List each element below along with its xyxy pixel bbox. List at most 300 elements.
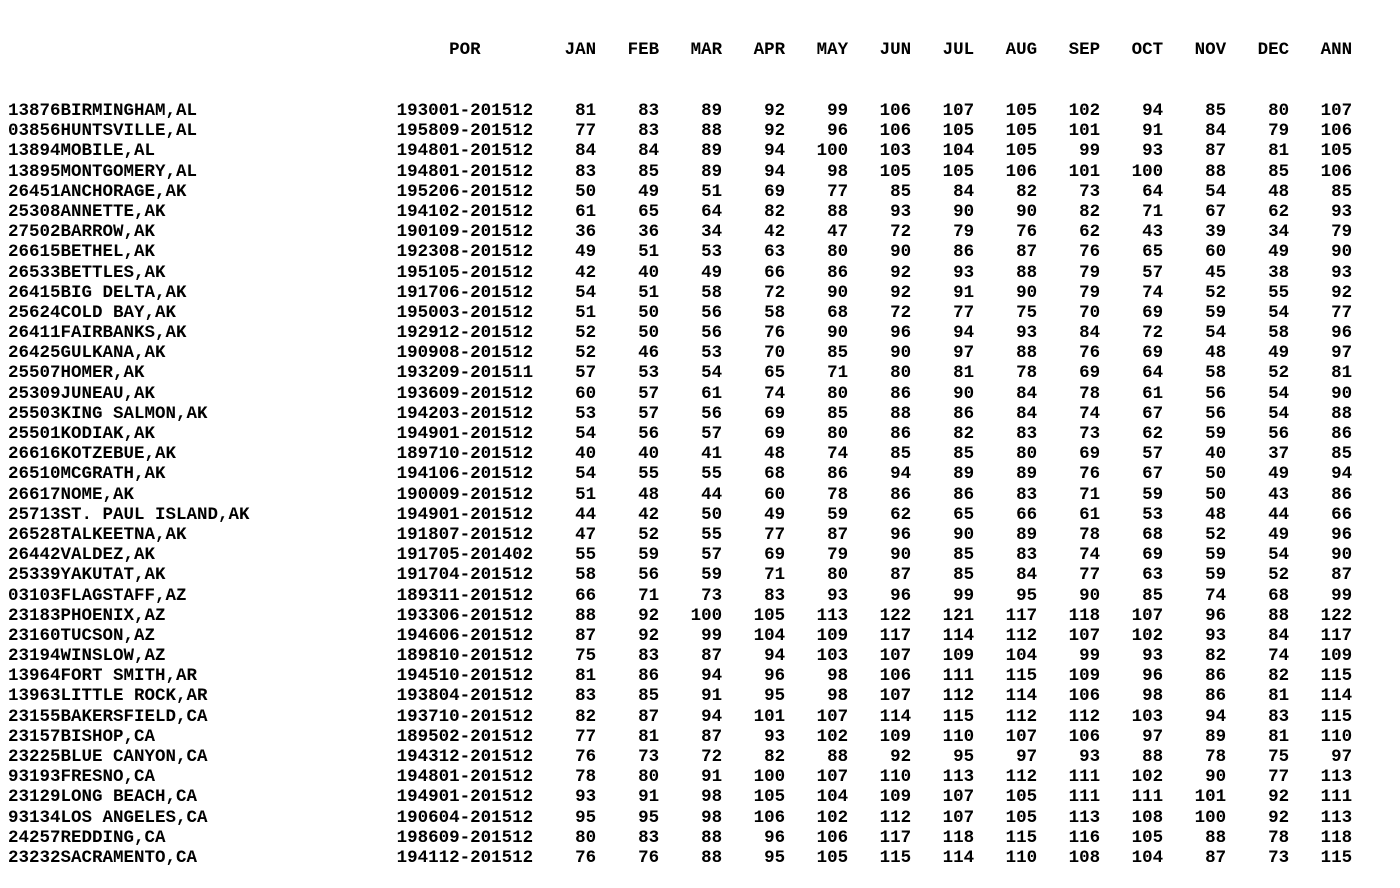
month-value-cell: 117: [879, 827, 912, 848]
month-value-cell: 85: [953, 565, 975, 586]
month-value-cell: 71: [1142, 201, 1164, 222]
month-value-cell: 96: [890, 585, 912, 606]
table-row: [8, 686, 1400, 706]
month-value-cell: 82: [1268, 666, 1290, 687]
month-value-cell: 80: [1268, 101, 1290, 121]
column-header-oct: OCT: [1131, 40, 1164, 61]
month-value-cell: 115: [942, 706, 975, 727]
month-value-cell: 99: [827, 101, 849, 121]
month-value-cell: 99: [1331, 585, 1353, 606]
month-value-cell: 43: [1268, 484, 1290, 505]
month-value-cell: 62: [1142, 424, 1164, 444]
month-value-cell: 122: [879, 605, 912, 626]
month-value-cell: 84: [1016, 383, 1038, 404]
month-value-cell: 48: [764, 444, 786, 465]
month-value-cell: 54: [1268, 383, 1290, 404]
table-row: [8, 222, 1400, 242]
month-value-cell: 88: [890, 403, 912, 424]
month-value-cell: 71: [638, 585, 660, 606]
month-value-cell: 63: [764, 242, 786, 263]
month-value-cell: 110: [879, 767, 912, 788]
month-value-cell: 92: [764, 121, 786, 142]
por-cell: 194312-201512: [396, 747, 534, 767]
month-value-cell: 115: [1005, 827, 1038, 848]
month-value-cell: 103: [1131, 706, 1164, 727]
month-value-cell: 100: [816, 141, 849, 162]
station-cell: 26616KOTZEBUE,AK: [8, 444, 177, 465]
table-row: [8, 808, 1400, 828]
month-value-cell: 62: [1079, 222, 1101, 243]
month-value-cell: 87: [701, 726, 723, 747]
month-value-cell: 99: [701, 625, 723, 646]
table-row: [8, 707, 1400, 727]
month-value-cell: 105: [753, 787, 786, 808]
table-row: [8, 606, 1400, 626]
month-value-cell: 56: [701, 403, 723, 424]
por-cell: 191705-201402: [396, 545, 534, 566]
month-value-cell: 68: [764, 464, 786, 485]
month-value-cell: 90: [1205, 767, 1227, 788]
month-value-cell: 106: [879, 121, 912, 142]
month-value-cell: 78: [1205, 747, 1227, 767]
month-value-cell: 34: [1268, 222, 1290, 243]
por-cell: 194510-201512: [396, 666, 534, 687]
table-row: [8, 828, 1400, 848]
month-value-cell: 98: [701, 787, 723, 808]
column-header-dec: DEC: [1257, 40, 1290, 61]
month-value-cell: 96: [764, 827, 786, 848]
month-value-cell: 77: [1079, 565, 1101, 586]
por-cell: 194606-201512: [396, 625, 534, 646]
station-cell: 26615BETHEL,AK: [8, 242, 156, 263]
month-value-cell: 112: [1005, 767, 1038, 788]
month-value-cell: 55: [638, 464, 660, 485]
station-cell: 23183PHOENIX,AZ: [8, 605, 166, 626]
por-cell: 198609-201512: [396, 827, 534, 848]
month-value-cell: 65: [1142, 242, 1164, 263]
table-row: [8, 545, 1400, 565]
month-value-cell: 53: [638, 363, 660, 384]
month-value-cell: 80: [827, 424, 849, 444]
month-value-cell: 94: [764, 161, 786, 182]
month-value-cell: 59: [1205, 565, 1227, 586]
month-value-cell: 79: [1079, 282, 1101, 303]
month-value-cell: 93: [827, 585, 849, 606]
month-value-cell: 85: [827, 403, 849, 424]
month-value-cell: 90: [953, 201, 975, 222]
table-row: [8, 565, 1400, 585]
month-value-cell: 87: [890, 565, 912, 586]
month-value-cell: 122: [1320, 605, 1353, 626]
table-row: [8, 747, 1400, 767]
month-value-cell: 96: [764, 666, 786, 687]
month-value-cell: 76: [1079, 464, 1101, 485]
month-value-cell: 99: [1079, 646, 1101, 667]
month-value-cell: 92: [1268, 807, 1290, 828]
month-value-cell: 104: [1005, 646, 1038, 667]
month-value-cell: 94: [764, 141, 786, 162]
month-value-cell: 86: [1205, 686, 1227, 707]
station-cell: 23225BLUE CANYON,CA: [8, 747, 208, 767]
month-value-cell: 40: [1205, 444, 1227, 465]
month-value-cell: 38: [1268, 262, 1290, 283]
month-value-cell: 54: [1205, 323, 1227, 344]
month-value-cell: 107: [1131, 605, 1164, 626]
month-value-cell: 86: [953, 403, 975, 424]
month-value-cell: 79: [1268, 121, 1290, 142]
month-value-cell: 59: [1205, 302, 1227, 323]
station-cell: 03103FLAGSTAFF,AZ: [8, 585, 187, 606]
month-value-cell: 101: [753, 706, 786, 727]
month-value-cell: 57: [1142, 444, 1164, 465]
month-value-cell: 44: [1268, 504, 1290, 525]
month-value-cell: 96: [890, 524, 912, 545]
month-value-cell: 81: [1268, 686, 1290, 707]
table-row: [8, 141, 1400, 161]
month-value-cell: 89: [701, 161, 723, 182]
month-value-cell: 46: [638, 343, 660, 364]
column-header-ann: ANN: [1320, 40, 1353, 61]
month-value-cell: 86: [953, 242, 975, 263]
table-row: [8, 787, 1400, 807]
month-value-cell: 112: [942, 686, 975, 707]
month-value-cell: 105: [1005, 121, 1038, 142]
month-value-cell: 72: [764, 282, 786, 303]
month-value-cell: 56: [1205, 383, 1227, 404]
month-value-cell: 82: [575, 706, 597, 727]
station-cell: 26510MCGRATH,AK: [8, 464, 166, 485]
month-value-cell: 100: [1194, 807, 1227, 828]
month-value-cell: 41: [701, 444, 723, 465]
month-value-cell: 51: [575, 484, 597, 505]
month-value-cell: 83: [1016, 484, 1038, 505]
table-row: [8, 586, 1400, 606]
month-value-cell: 90: [827, 323, 849, 344]
month-value-cell: 115: [1320, 706, 1353, 727]
month-value-cell: 58: [575, 565, 597, 586]
month-value-cell: 52: [1205, 282, 1227, 303]
month-value-cell: 42: [764, 222, 786, 243]
month-value-cell: 90: [827, 282, 849, 303]
month-value-cell: 93: [1331, 262, 1353, 283]
month-value-cell: 54: [1268, 545, 1290, 566]
month-value-cell: 110: [942, 726, 975, 747]
month-value-cell: 118: [942, 827, 975, 848]
month-value-cell: 53: [575, 403, 597, 424]
month-value-cell: 81: [953, 363, 975, 384]
month-value-cell: 90: [953, 383, 975, 404]
month-value-cell: 111: [1068, 787, 1101, 808]
month-value-cell: 97: [1331, 747, 1353, 767]
month-value-cell: 58: [1268, 323, 1290, 344]
month-value-cell: 93: [1079, 747, 1101, 767]
month-value-cell: 97: [1016, 747, 1038, 767]
month-value-cell: 91: [638, 787, 660, 808]
month-value-cell: 44: [701, 484, 723, 505]
month-value-cell: 88: [1205, 827, 1227, 848]
column-header-feb: FEB: [627, 40, 660, 61]
month-value-cell: 115: [1320, 847, 1353, 868]
month-value-cell: 40: [638, 444, 660, 465]
month-value-cell: 106: [1005, 161, 1038, 182]
month-value-cell: 105: [816, 847, 849, 868]
month-value-cell: 86: [1331, 424, 1353, 444]
month-value-cell: 69: [1142, 343, 1164, 364]
month-value-cell: 85: [953, 545, 975, 566]
month-value-cell: 68: [1268, 585, 1290, 606]
month-value-cell: 56: [638, 424, 660, 444]
month-value-cell: 92: [638, 605, 660, 626]
table-row: [8, 626, 1400, 646]
month-value-cell: 34: [701, 222, 723, 243]
month-value-cell: 69: [764, 424, 786, 444]
month-value-cell: 93: [1205, 625, 1227, 646]
month-value-cell: 44: [575, 504, 597, 525]
month-value-cell: 71: [1079, 484, 1101, 505]
month-value-cell: 76: [575, 847, 597, 868]
month-value-cell: 83: [638, 646, 660, 667]
month-value-cell: 55: [701, 524, 723, 545]
month-value-cell: 75: [575, 646, 597, 667]
station-cell: 26528TALKEETNA,AK: [8, 524, 187, 545]
month-value-cell: 103: [816, 646, 849, 667]
month-value-cell: 54: [575, 424, 597, 444]
month-value-cell: 90: [1016, 201, 1038, 222]
month-value-cell: 102: [1131, 767, 1164, 788]
month-value-cell: 113: [1320, 767, 1353, 788]
month-value-cell: 54: [1268, 403, 1290, 424]
month-value-cell: 50: [701, 504, 723, 525]
month-value-cell: 67: [1142, 403, 1164, 424]
month-value-cell: 111: [942, 666, 975, 687]
month-value-cell: 56: [638, 565, 660, 586]
month-value-cell: 107: [1068, 625, 1101, 646]
month-value-cell: 88: [701, 847, 723, 868]
month-value-cell: 106: [1068, 686, 1101, 707]
month-value-cell: 57: [638, 403, 660, 424]
month-value-cell: 95: [1016, 585, 1038, 606]
month-value-cell: 88: [827, 201, 849, 222]
month-value-cell: 103: [879, 141, 912, 162]
month-value-cell: 59: [701, 565, 723, 586]
month-value-cell: 90: [1016, 282, 1038, 303]
month-value-cell: 78: [1079, 383, 1101, 404]
month-value-cell: 94: [953, 323, 975, 344]
month-value-cell: 83: [764, 585, 786, 606]
station-column-spacer: [8, 40, 397, 60]
month-value-cell: 57: [575, 363, 597, 384]
month-value-cell: 85: [638, 161, 660, 182]
station-cell: 23157BISHOP,CA: [8, 726, 156, 747]
month-value-cell: 88: [1016, 343, 1038, 364]
month-value-cell: 93: [1016, 323, 1038, 344]
month-value-cell: 74: [1079, 545, 1101, 566]
column-header-nov: NOV: [1194, 40, 1227, 61]
month-value-cell: 90: [1331, 242, 1353, 263]
month-value-cell: 90: [1331, 545, 1353, 566]
por-cell: 194801-201512: [396, 767, 534, 788]
table-row: [8, 263, 1400, 283]
month-value-cell: 93: [575, 787, 597, 808]
month-value-cell: 113: [942, 767, 975, 788]
por-cell: 190908-201512: [396, 343, 534, 364]
month-value-cell: 85: [638, 686, 660, 707]
month-value-cell: 106: [1320, 161, 1353, 182]
month-value-cell: 82: [1016, 181, 1038, 202]
month-value-cell: 105: [753, 605, 786, 626]
month-value-cell: 49: [1268, 524, 1290, 545]
month-value-cell: 58: [764, 302, 786, 323]
month-value-cell: 51: [638, 242, 660, 263]
month-value-cell: 78: [1016, 363, 1038, 384]
month-value-cell: 104: [753, 625, 786, 646]
month-value-cell: 54: [575, 464, 597, 485]
month-value-cell: 74: [1142, 282, 1164, 303]
month-value-cell: 73: [1268, 847, 1290, 868]
month-value-cell: 94: [701, 666, 723, 687]
station-cell: 25507HOMER,AK: [8, 363, 145, 384]
month-value-cell: 81: [1268, 141, 1290, 162]
month-value-cell: 49: [1268, 242, 1290, 263]
month-value-cell: 96: [1142, 666, 1164, 687]
table-row: [8, 363, 1400, 383]
month-value-cell: 65: [953, 504, 975, 525]
month-value-cell: 102: [1131, 625, 1164, 646]
month-value-cell: 77: [827, 181, 849, 202]
column-header-apr: APR: [753, 40, 786, 61]
month-value-cell: 54: [575, 282, 597, 303]
por-cell: 189810-201512: [396, 646, 534, 667]
table-row: [8, 101, 1400, 121]
month-value-cell: 106: [1068, 726, 1101, 747]
month-value-cell: 43: [1142, 222, 1164, 243]
month-value-cell: 87: [1331, 565, 1353, 586]
por-cell: 194901-201512: [396, 787, 534, 808]
month-value-cell: 82: [764, 201, 786, 222]
month-value-cell: 96: [890, 323, 912, 344]
month-value-cell: 70: [764, 343, 786, 364]
month-value-cell: 65: [764, 363, 786, 384]
month-value-cell: 105: [1005, 807, 1038, 828]
table-row: [8, 485, 1400, 505]
month-value-cell: 57: [701, 424, 723, 444]
month-value-cell: 89: [1205, 726, 1227, 747]
month-value-cell: 109: [879, 726, 912, 747]
month-value-cell: 117: [1005, 605, 1038, 626]
month-value-cell: 90: [1331, 383, 1353, 404]
month-value-cell: 85: [953, 444, 975, 465]
month-value-cell: 66: [575, 585, 597, 606]
table-row: [8, 767, 1400, 787]
month-value-cell: 86: [890, 424, 912, 444]
month-value-cell: 88: [1016, 262, 1038, 283]
month-value-cell: 48: [638, 484, 660, 505]
month-value-cell: 105: [1131, 827, 1164, 848]
table-header-row: [8, 40, 1400, 60]
month-value-cell: 60: [764, 484, 786, 505]
month-value-cell: 96: [1331, 524, 1353, 545]
month-value-cell: 83: [638, 827, 660, 848]
month-value-cell: 102: [1068, 101, 1101, 121]
month-value-cell: 113: [1068, 807, 1101, 828]
month-value-cell: 101: [1194, 787, 1227, 808]
month-value-cell: 117: [879, 625, 912, 646]
month-value-cell: 77: [1331, 302, 1353, 323]
month-value-cell: 111: [1131, 787, 1164, 808]
month-value-cell: 95: [638, 807, 660, 828]
month-value-cell: 69: [764, 181, 786, 202]
month-value-cell: 112: [1005, 706, 1038, 727]
station-cell: 25308ANNETTE,AK: [8, 201, 166, 222]
month-value-cell: 87: [638, 706, 660, 727]
month-value-cell: 59: [1205, 424, 1227, 444]
month-value-cell: 73: [1079, 424, 1101, 444]
month-value-cell: 63: [1142, 565, 1164, 586]
table-row: [8, 464, 1400, 484]
month-value-cell: 48: [1205, 343, 1227, 364]
month-value-cell: 49: [638, 181, 660, 202]
month-value-cell: 98: [701, 807, 723, 828]
month-value-cell: 56: [1268, 424, 1290, 444]
month-value-cell: 52: [1268, 565, 1290, 586]
month-value-cell: 108: [1068, 847, 1101, 868]
month-value-cell: 91: [701, 686, 723, 707]
month-value-cell: 78: [1079, 524, 1101, 545]
month-value-cell: 114: [942, 625, 975, 646]
station-cell: 26415BIG DELTA,AK: [8, 282, 187, 303]
month-value-cell: 86: [953, 484, 975, 505]
month-value-cell: 93: [1142, 646, 1164, 667]
month-value-cell: 84: [575, 141, 597, 162]
por-cell: 189311-201512: [396, 585, 534, 606]
month-value-cell: 112: [1068, 706, 1101, 727]
month-value-cell: 84: [1016, 565, 1038, 586]
table-row: [8, 505, 1400, 525]
month-value-cell: 107: [879, 686, 912, 707]
month-value-cell: 93: [1331, 201, 1353, 222]
month-value-cell: 61: [1079, 504, 1101, 525]
station-cell: 27502BARROW,AK: [8, 222, 156, 243]
station-cell: 23155BAKERSFIELD,CA: [8, 706, 208, 727]
month-value-cell: 94: [1331, 464, 1353, 485]
month-value-cell: 42: [575, 262, 597, 283]
month-value-cell: 85: [827, 343, 849, 364]
month-value-cell: 109: [816, 625, 849, 646]
month-value-cell: 113: [816, 605, 849, 626]
month-value-cell: 105: [879, 161, 912, 182]
month-value-cell: 91: [701, 767, 723, 788]
month-value-cell: 109: [1320, 646, 1353, 667]
month-value-cell: 64: [1142, 363, 1164, 384]
month-value-cell: 116: [1068, 827, 1101, 848]
column-header-jul: JUL: [942, 40, 975, 61]
month-value-cell: 95: [575, 807, 597, 828]
month-value-cell: 90: [890, 242, 912, 263]
month-value-cell: 69: [764, 403, 786, 424]
month-value-cell: 37: [1268, 444, 1290, 465]
month-value-cell: 72: [890, 222, 912, 243]
month-value-cell: 90: [1079, 585, 1101, 606]
month-value-cell: 76: [1079, 242, 1101, 263]
month-value-cell: 106: [816, 827, 849, 848]
month-value-cell: 54: [701, 363, 723, 384]
month-value-cell: 90: [890, 545, 912, 566]
month-value-cell: 84: [1016, 403, 1038, 424]
month-value-cell: 85: [1331, 444, 1353, 465]
month-value-cell: 81: [575, 666, 597, 687]
month-value-cell: 117: [1320, 625, 1353, 646]
month-value-cell: 114: [879, 706, 912, 727]
